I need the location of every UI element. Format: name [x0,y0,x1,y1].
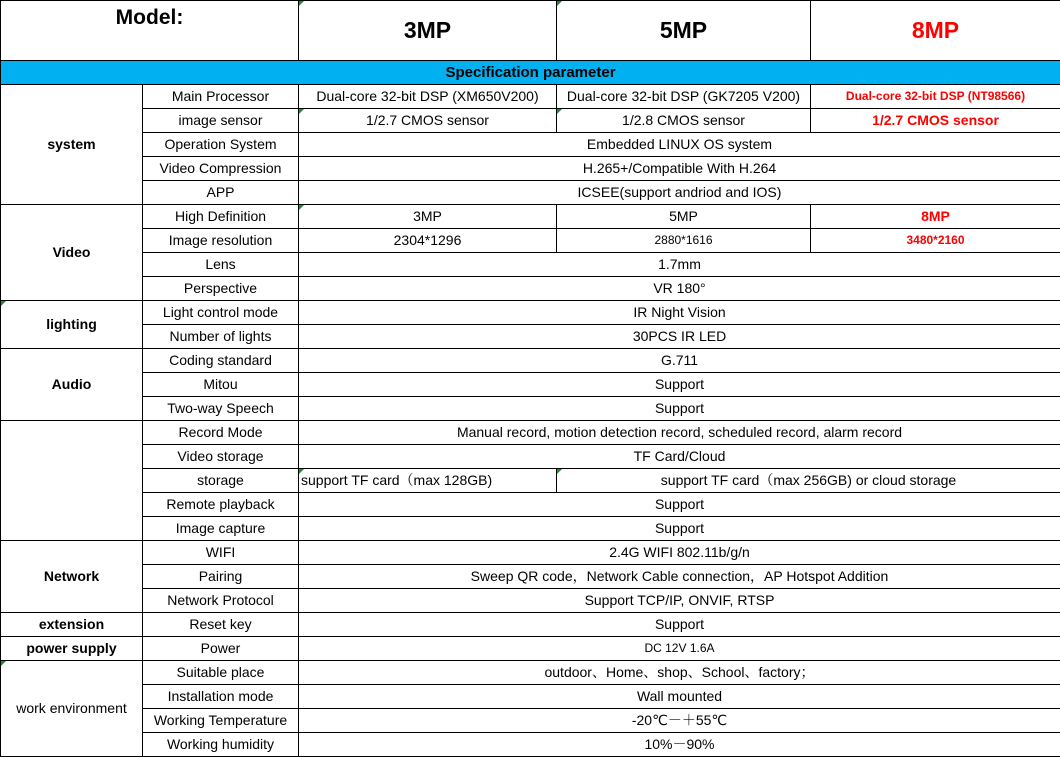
param-light-control-mode: Light control mode [143,301,299,325]
spec-header-row [1,61,1060,85]
param-wifi: WIFI [143,541,299,565]
table-row [1,157,1060,181]
value-8mp: Dual-core 32-bit DSP (NT98566) [811,85,1060,109]
value-all: Support [299,373,1060,397]
table-row [1,301,1060,325]
param-number-of-lights: Number of lights [143,325,299,349]
table-row [1,733,1060,757]
param-record-mode: Record Mode [143,421,299,445]
table-row [1,685,1060,709]
category-video: Video [1,205,143,301]
table-row [1,397,1060,421]
param-video-compression: Video Compression [143,157,299,181]
table-row [1,589,1060,613]
category-power-supply: power supply [1,637,143,661]
param-pairing: Pairing [143,565,299,589]
table-row [1,205,1060,229]
table-row [1,637,1060,661]
category-network: Network [1,541,143,613]
value-8mp: 1/2.7 CMOS sensor [811,109,1060,133]
param-image-sensor: image sensor [143,109,299,133]
value-all: 2.4G WIFI 802.11b/g/n [299,541,1060,565]
table-row [1,661,1060,685]
table-row [1,613,1060,637]
value-all: outdoor、Home、shop、School、factory； [299,661,1060,685]
value-5mp: 2880*1616 [557,229,811,253]
value-3mp: 1/2.7 CMOS sensor [299,109,557,133]
value-all: DC 12V 1.6A [299,637,1060,661]
param-coding-standard: Coding standard [143,349,299,373]
table-row [1,469,1060,493]
param-image-resolution: Image resolution [143,229,299,253]
value-all: G.711 [299,349,1060,373]
value-all: TF Card/Cloud [299,445,1060,469]
value-all: Support [299,613,1060,637]
table-row [1,85,1060,109]
param-power: Power [143,637,299,661]
param-app: APP [143,181,299,205]
table-row [1,253,1060,277]
category-storage [1,421,143,541]
param-reset-key: Reset key [143,613,299,637]
param-suitable-place: Suitable place [143,661,299,685]
category-system: system [1,85,143,205]
category-audio: Audio [1,349,143,421]
param-working-temperature: Working Temperature [143,709,299,733]
model-5mp-header: 5MP [557,1,811,61]
value-5mp: 5MP [557,205,811,229]
value-5mp-8mp: support TF card（max 256GB) or cloud storage [557,469,1060,493]
model-3mp-header: 3MP [299,1,557,61]
table-row [1,517,1060,541]
value-all: -20℃－＋55℃ [299,709,1060,733]
category-lighting: lighting [1,301,143,349]
value-all: ICSEE(support andriod and IOS) [299,181,1060,205]
table-row [1,373,1060,397]
value-all: Sweep QR code，Network Cable connection，AP Hotspot Addition [299,565,1060,589]
param-perspective: Perspective [143,277,299,301]
table-row [1,325,1060,349]
value-all: 1.7mm [299,253,1060,277]
spec-header: Specification parameter [1,61,1060,85]
table-row [1,229,1060,253]
value-all: Support [299,517,1060,541]
value-all: Support [299,493,1060,517]
param-working-humidity: Working humidity [143,733,299,757]
table-row [1,709,1060,733]
value-3mp: 2304*1296 [299,229,557,253]
table-row [1,541,1060,565]
param-installation-mode: Installation mode [143,685,299,709]
param-remote-playback: Remote playback [143,493,299,517]
table-row [1,181,1060,205]
value-5mp: Dual-core 32-bit DSP (GK7205 V200) [557,85,811,109]
table-row [1,349,1060,373]
table-row [1,109,1060,133]
param-mitou: Mitou [143,373,299,397]
value-all: 30PCS IR LED [299,325,1060,349]
param-storage: storage [143,469,299,493]
value-all: IR Night Vision [299,301,1060,325]
param-two-way-speech: Two-way Speech [143,397,299,421]
table-row [1,565,1060,589]
category-extension: extension [1,613,143,637]
value-3mp: Dual-core 32-bit DSP (XM650V200) [299,85,557,109]
table-row [1,445,1060,469]
model-8mp-header: 8MP [811,1,1060,61]
value-all: H.265+/Compatible With H.264 [299,157,1060,181]
model-row [1,1,1060,61]
value-8mp: 3480*2160 [811,229,1060,253]
param-main-processor: Main Processor [143,85,299,109]
value-all: Support TCP/IP, ONVIF, RTSP [299,589,1060,613]
value-5mp: 1/2.8 CMOS sensor [557,109,811,133]
value-all: Wall mounted [299,685,1060,709]
table-row [1,493,1060,517]
param-image-capture: Image capture [143,517,299,541]
category-work-environment: work environment [1,661,143,757]
model-label: Model: [1,1,299,61]
value-3mp: support TF card（max 128GB) [299,469,557,493]
param-network-protocol: Network Protocol [143,589,299,613]
value-all: Embedded LINUX OS system [299,133,1060,157]
table-row [1,421,1060,445]
param-high-definition: High Definition [143,205,299,229]
value-all: Support [299,397,1060,421]
table-row [1,277,1060,301]
param-video-storage: Video storage [143,445,299,469]
param-operation-system: Operation System [143,133,299,157]
value-all: 10%－90% [299,733,1060,757]
param-lens: Lens [143,253,299,277]
value-all: Manual record, motion detection record, scheduled record, alarm record [299,421,1060,445]
value-8mp: 8MP [811,205,1060,229]
table-row [1,133,1060,157]
value-all: VR 180° [299,277,1060,301]
value-3mp: 3MP [299,205,557,229]
